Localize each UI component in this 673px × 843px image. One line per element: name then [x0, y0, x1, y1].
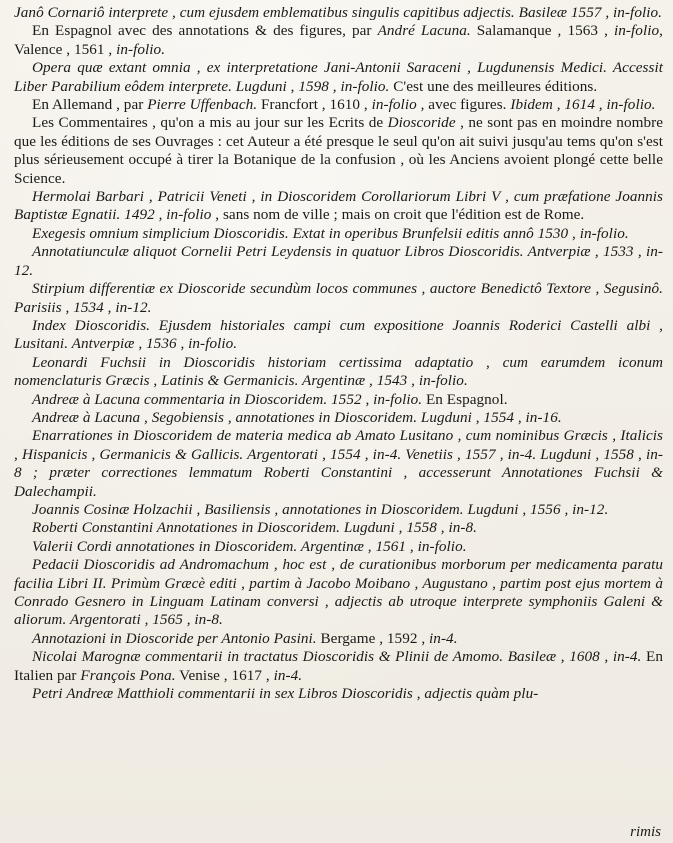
roman-text: Les Commentaires , qu'on a mis au jour sur les Ecrits de — [32, 114, 388, 132]
italic-text: Janô Cornariô interprete , cum ejusdem emblematibus singulis capitibus adjectis. Basileæ 1557 , in-folio. — [14, 4, 662, 21]
bibliography-entry — [14, 630, 663, 648]
italic-text: Annotatiunculæ aliquot Cornelii Petri Leydensis in quatuor Libros Dioscoridis. Antverpiæ , 1533 , in-12. — [14, 243, 663, 279]
italic-text: Exegesis omnium simplicium Dioscoridis. Extat in operibus Brunfelsii editis annô 1530 , in-folio. — [32, 224, 629, 242]
italic-text: André Lacuna. — [377, 22, 471, 40]
bibliography-entry — [14, 519, 663, 537]
italic-text: Nicolai Marognæ commentarii in tractatus Dioscoridis & Plinii de Amomo. Basileæ , 1608 , in-4. — [32, 648, 642, 666]
bibliography-entry — [14, 4, 663, 22]
bibliography-entry — [14, 556, 663, 630]
roman-text: , sans nom de ville ; mais on croit que l'édition est de Rome. — [211, 206, 585, 224]
roman-text: Venise , 1617 , — [175, 666, 274, 684]
italic-text: in-4. — [429, 629, 458, 647]
roman-text: En Italien par — [14, 648, 663, 684]
roman-text: En Allemand , par — [32, 96, 148, 114]
italic-text: in-folio — [371, 96, 417, 114]
italic-text: Valerii Cordi annotationes in Dioscoridem. Argentinæ , 1561 , in-folio. — [32, 537, 467, 555]
roman-text: , Valence , 1561 , — [14, 22, 663, 58]
italic-text: Index Dioscoridis. Ejusdem historiales campi cum expositione Joannis Roderici Castelli albi , Lusitani. Antverpiæ , 1536 , in-folio. — [14, 316, 663, 353]
italic-text: Leonardi Fuchsii in Dioscoridis historiam certissima adaptatio , cum earumdem iconum nomenclaturis Græcis , Latinis & Germanicis. Argentinæ , 1543 , in-folio. — [14, 353, 663, 390]
bibliography-entry — [14, 427, 663, 501]
italic-text: Joannis Cosinæ Holzachii , Basiliensis , annotationes in Dioscoridem. Lugduni , 1556 , in-12. — [32, 500, 609, 518]
roman-text: Francfort , 1610 , — [257, 96, 372, 114]
bibliography-entry — [14, 280, 663, 317]
bibliography-entry — [14, 59, 663, 96]
bibliography-entry — [14, 501, 663, 519]
bibliography-entry — [14, 188, 663, 225]
bibliography-entry — [14, 96, 663, 114]
italic-text: François Pona. — [80, 666, 176, 684]
bibliography-entry — [14, 354, 663, 391]
italic-text: Annotazioni in Dioscoride per Antonio Pasini. — [32, 629, 317, 647]
bibliography-entry — [14, 685, 663, 703]
italic-text: Opera quæ extant omnia , ex interpretatione Jani-Antonii Saraceni , Lugdunensis Medici. Accessit Liber Parabilium eôdem interprete. Lugduni , 1598 , in-folio. — [14, 59, 663, 95]
italic-text: in-folio — [614, 22, 660, 40]
roman-text: , avec figures. — [416, 96, 511, 114]
italic-text: Petri Andreæ Matthioli commentarii in sex Libros Dioscoridis , adjectis quàm plu- — [32, 685, 539, 703]
bibliography-entry — [14, 317, 663, 354]
italic-text: Andreæ à Lacuna commentaria in Dioscoridem. 1552 , in-folio. — [32, 390, 423, 408]
italic-text: Dioscoride — [387, 114, 456, 132]
bibliography-entry — [14, 648, 663, 685]
italic-text: Stirpium differentiæ ex Dioscoride secundùm locos communes , auctore Benedictô Textore , Segusinô. Parisiis , 1534 , in-12. — [14, 280, 663, 316]
bibliography-entry — [14, 391, 663, 409]
catchword: rimis — [630, 824, 661, 840]
roman-text: , ne sont pas en moindre nombre que les éditions de ses Ouvrages : cet Auteur a été presque le seul qu'on ait suivi jusqu'au tems qu'on s'est plus sérieusement occupé à tirer la Botanique de la confusion , où les Anciens avoient plongé cette belle Science. — [14, 114, 663, 187]
italic-text: in-4. — [273, 666, 303, 684]
italic-text: Pedacii Dioscoridis ad Andromachum , hoc est , de curationibus morborum per medicamenta paratu facilia Libri II. Primùm Græcè editi , partim à Jacobo Moibano , Augustano , partim post ejus mortem à Conrado Gesnero in Linguam Latinam conversi , adjectis ab utroque interprete symphoniis Galeni & aliorum. Argentorati , 1565 , in-8. — [14, 556, 663, 629]
bibliography-entry — [14, 538, 663, 556]
italic-text: Enarrationes in Dioscoridem de materia medica ab Amato Lusitano , cum nominibus Græcis , Italicis , Hispanicis , Germanicis & Gallicis. Argentorati , 1554 , in-4. Venetiis , 1557 , in-4. Lugduni , 1558 , in-8 ; præter correctiones lemmatum Roberti Constantini , accesserunt Annotationes Fuchsii & Dalechampii. — [14, 427, 663, 500]
italic-text: Hermolai Barbari , Patricii Veneti , in Dioscoridem Corollariorum Libri V , cum præfatione Joannis Baptistæ Egnatii. 1492 , in-folio — [14, 188, 663, 224]
italic-text: Ibidem , 1614 , in-folio. — [510, 96, 656, 114]
bibliography-entry — [14, 114, 663, 188]
roman-text: Salamanque , 1563 , — [470, 22, 615, 40]
bibliography-entry — [14, 22, 663, 59]
italic-text: Roberti Constantini Annotationes in Dioscoridem. Lugduni , 1558 , in-8. — [32, 519, 477, 537]
italic-text: in-folio. — [116, 40, 166, 58]
italic-text: Andreæ à Lacuna , Segobiensis , annotationes in Dioscoridem. Lugduni , 1554 , in-16. — [32, 408, 562, 426]
roman-text: En Espagnol. — [422, 390, 508, 408]
bibliography-entry — [14, 409, 663, 427]
roman-text: Bergame , 1592 , — [316, 629, 430, 647]
roman-text: En Espagnol avec des annotations & des figures, par — [32, 22, 378, 40]
italic-text: Pierre Uffenbach. — [147, 96, 258, 114]
roman-text: C'est une des meilleures éditions. — [389, 77, 598, 95]
bibliography-entry — [14, 243, 663, 280]
bibliography-entry — [14, 225, 663, 243]
page-text — [14, 4, 663, 703]
